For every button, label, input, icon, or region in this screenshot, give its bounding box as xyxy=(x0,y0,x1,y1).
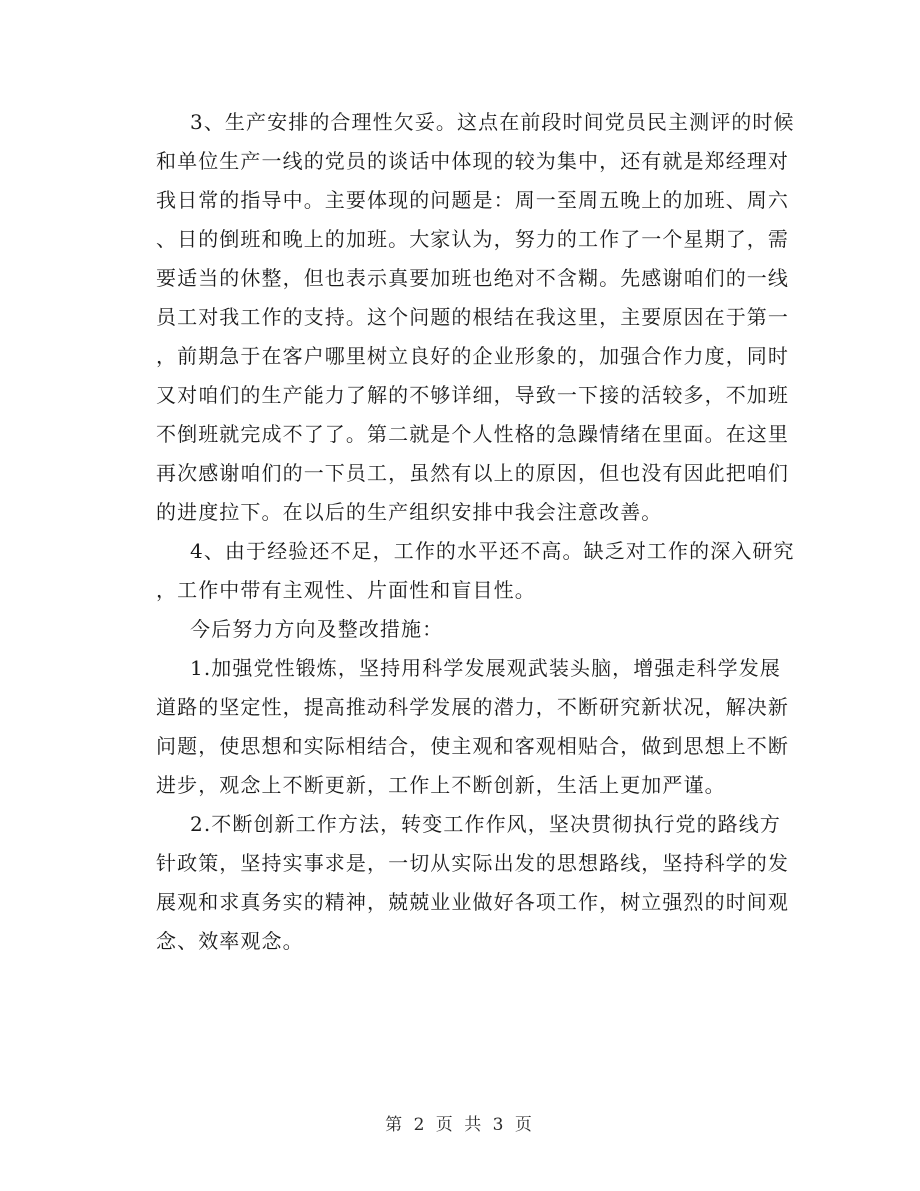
text-line: 又对咱们的生产能力了解的不够详细，导致一下接的活较多，不加班 xyxy=(156,383,789,407)
paragraph-measure-1 xyxy=(156,649,789,805)
text-line: 念、效率观念。 xyxy=(156,929,304,953)
text-line: 的进度拉下。在以后的生产组织安排中我会注意改善。 xyxy=(156,500,663,524)
text-line: 再次感谢咱们的一下员工，虽然有以上的原因，但也没有因此把咱们 xyxy=(156,461,789,485)
text-line: ，工作中带有主观性、片面性和盲目性。 xyxy=(156,578,536,602)
heading-text: 今后努力方向及整改措施： xyxy=(190,617,444,641)
paragraph-measure-2 xyxy=(156,805,789,961)
text-line: 进步，观念上不断更新，工作上不断创新，生活上更加严谨。 xyxy=(156,773,726,797)
text-line: 1.加强党性锻炼，坚持用科学发展观武装头脑，增强走科学发展 xyxy=(190,656,781,680)
text-line: 员工对我工作的支持。这个问题的根结在我这里，主要原因在于第一 xyxy=(156,305,789,329)
text-line: 、日的倒班和晚上的加班。大家认为，努力的工作了一个星期了，需 xyxy=(156,227,789,251)
paragraph-item-3 xyxy=(156,103,795,532)
text-line: 3、生产安排的合理性欠妥。这点在前段时间党员民主测评的时候 xyxy=(190,110,795,134)
text-line: 4、由于经验还不足，工作的水平还不高。缺乏对工作的深入研究 xyxy=(190,539,795,563)
text-line: 和单位生产一线的党员的谈话中体现的较为集中，还有就是郑经理对 xyxy=(156,149,789,173)
text-line: 不倒班就完成不了了。第二就是个人性格的急躁情绪在里面。在这里 xyxy=(156,422,789,446)
text-line: 我日常的指导中。主要体现的问题是：周一至周五晚上的加班、周六 xyxy=(156,188,789,212)
text-line: 针政策，坚持实事求是，一切从实际出发的思想路线，坚持科学的发 xyxy=(156,851,789,875)
text-line: 问题，使思想和实际相结合，使主观和客观相贴合，做到思想上不断 xyxy=(156,734,789,758)
page-number-footer: 第 2 页 共 3 页 xyxy=(385,1115,535,1135)
paragraph-item-4 xyxy=(156,532,795,610)
section-heading xyxy=(156,610,771,649)
text-line: ，前期急于在客户哪里树立良好的企业形象的，加强合作力度，同时 xyxy=(156,344,789,368)
document-body xyxy=(156,103,795,961)
text-line: 展观和求真务实的精神，兢兢业业做好各项工作，树立强烈的时间观 xyxy=(156,890,789,914)
text-line: 2.不断创新工作方法，转变工作作风，坚决贯彻执行党的路线方 xyxy=(190,812,781,836)
text-line: 道路的坚定性，提高推动科学发展的潜力，不断研究新状况，解决新 xyxy=(156,695,789,719)
text-line: 要适当的休整，但也表示真要加班也绝对不含糊。先感谢咱们的一线 xyxy=(156,266,789,290)
